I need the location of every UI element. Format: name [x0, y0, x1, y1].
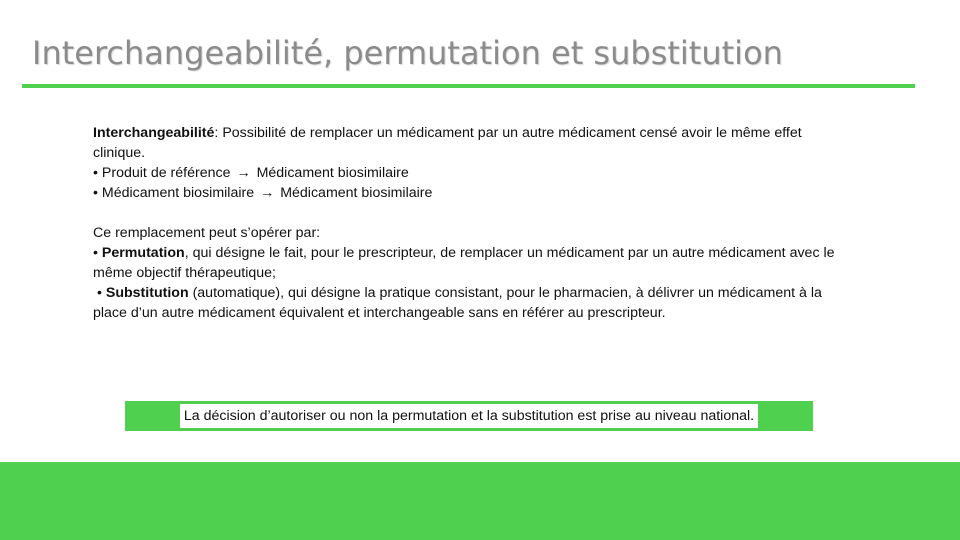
bullet-symbol: •	[93, 165, 98, 181]
definition-separator: :	[214, 125, 219, 141]
bullet-from: Produit de référence	[101, 165, 231, 181]
slide-body	[93, 123, 853, 323]
replacement-intro: Ce remplacement peut s’opérer par:	[93, 225, 321, 241]
title-underline	[22, 84, 915, 88]
definition-term: Interchangeabilité	[93, 125, 215, 141]
paragraph-gap	[93, 203, 853, 223]
callout-text: La décision d’autoriser ou non la permutation et la substitution est prise au niveau national.	[180, 404, 758, 428]
substitution-text: (automatique), qui désigne la pratique consistant, pour le pharmacien, à délivrer un médicament à la place d’un autre médicament équivalent et interchangeable sans en référer au prescripteur.	[93, 285, 822, 321]
arrow-right-icon: →	[236, 165, 251, 181]
bullet-from: Médicament biosimilaire	[101, 185, 255, 201]
bullet-symbol: •	[96, 285, 102, 301]
slide-title: Interchangeabilité, permutation et substitution	[32, 34, 783, 72]
permutation-text: , qui désigne le fait, pour le prescripteur, de remplacer un médicament par un autre médicament avec le même objectif thérapeutique;	[93, 245, 835, 281]
definition-paragraph	[93, 123, 853, 163]
bullet-to: Médicament biosimilaire	[256, 165, 409, 181]
permutation-term: Permutation	[101, 245, 185, 261]
callout-box	[125, 401, 813, 431]
bullet-symbol: •	[93, 185, 98, 201]
definition-bullet-2	[93, 183, 853, 203]
replacement-item-permutation	[93, 243, 853, 283]
definition-bullet-1	[93, 163, 853, 183]
bullet-to: Médicament biosimilaire	[280, 185, 433, 201]
arrow-right-icon: →	[260, 185, 275, 201]
substitution-term: Substitution	[105, 285, 189, 301]
footer-band	[0, 462, 960, 540]
bullet-symbol: •	[93, 245, 98, 261]
replacement-item-substitution	[93, 283, 853, 323]
definition-text: Possibilité de remplacer un médicament par un autre médicament censé avoir le même effet clinique.	[93, 125, 802, 161]
